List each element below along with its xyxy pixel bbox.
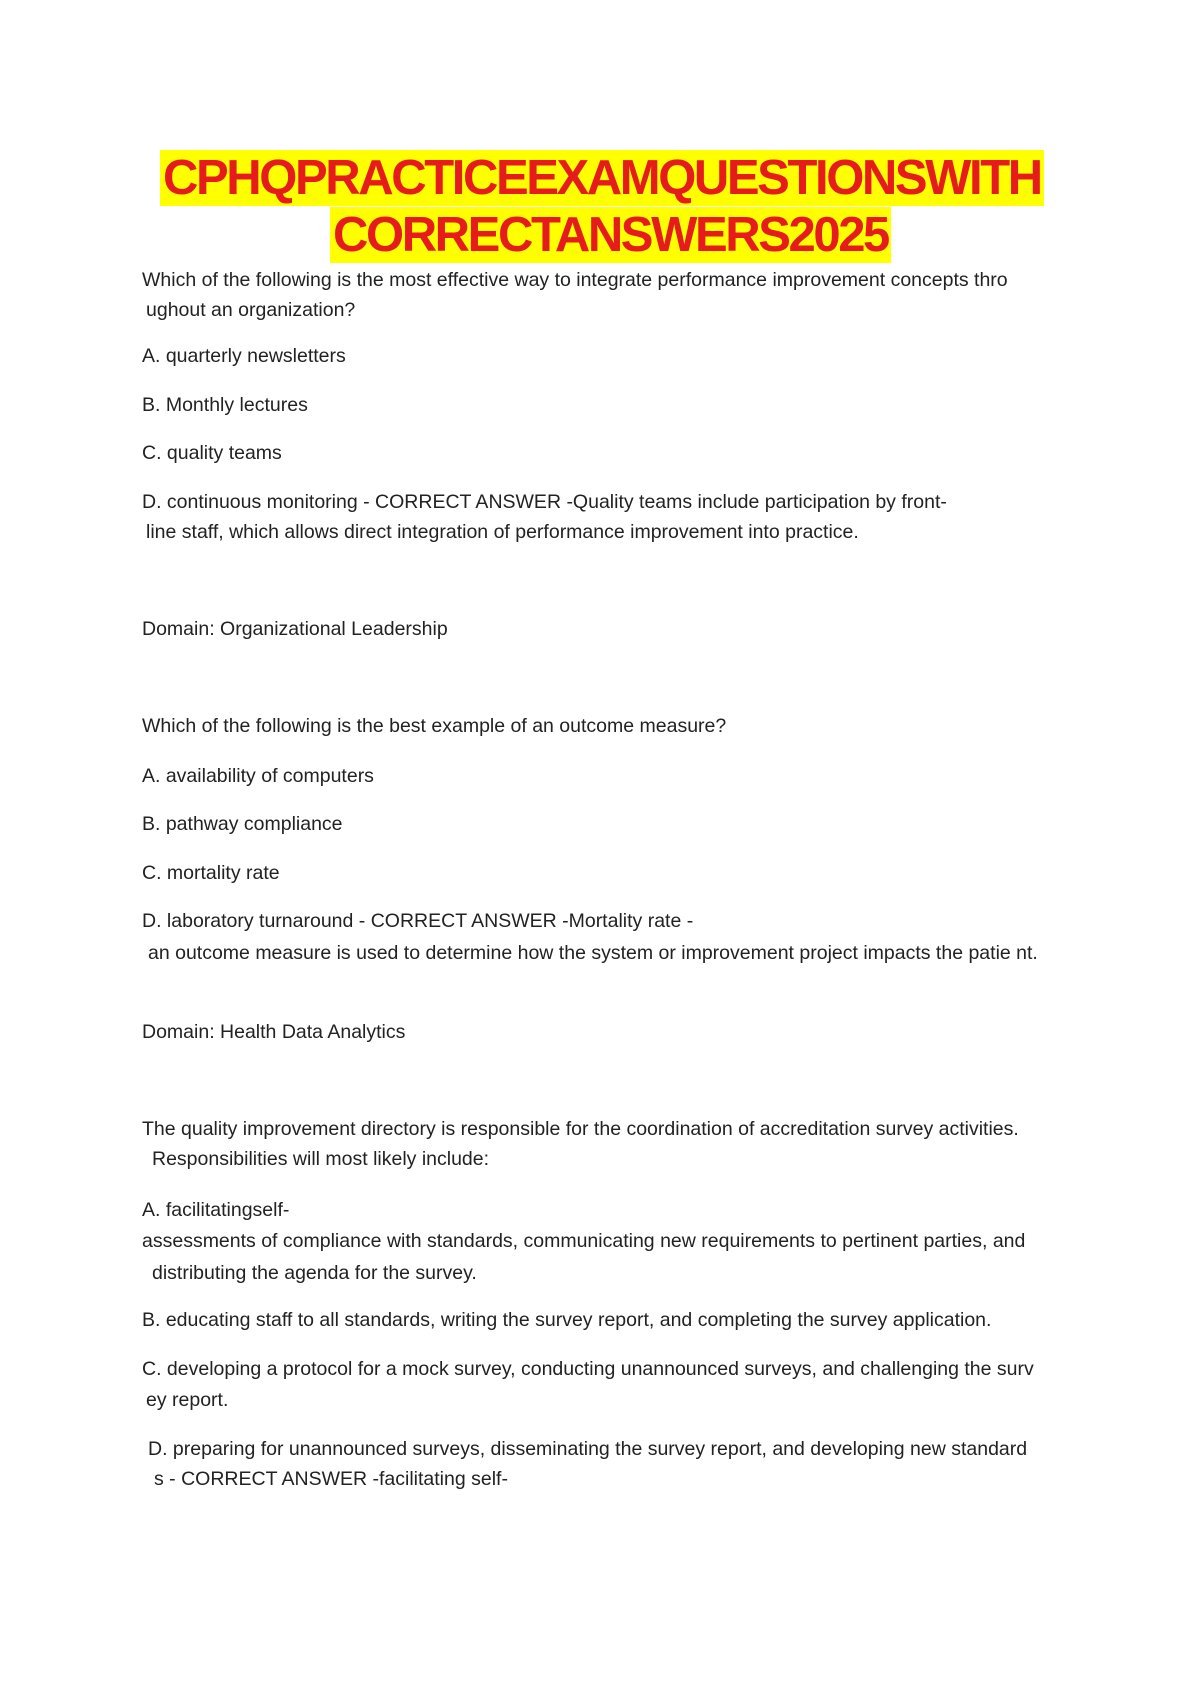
question-3-option-a-continued-2: distributing the agenda for the survey.	[152, 1262, 477, 1284]
question-1-stem: Which of the following is the most effective way to integrate performance improvement concepts thro	[142, 269, 1008, 291]
question-2-option-b: B. pathway compliance	[142, 813, 343, 835]
question-3-option-b: B. educating staff to all standards, writing the survey report, and completing the survey application.	[142, 1309, 992, 1331]
question-1-option-c: C. quality teams	[142, 442, 282, 464]
question-3-option-c: C. developing a protocol for a mock survey, conducting unannounced surveys, and challenging the surv	[142, 1358, 1034, 1380]
question-1-domain: Domain: Organizational Leadership	[142, 618, 448, 640]
question-2-option-c: C. mortality rate	[142, 862, 280, 884]
title-line-1: CPHQPRACTICEEXAMQUESTIONSWITH	[160, 150, 1044, 206]
question-3-option-a-continued: assessments of compliance with standards, communicating new requirements to pertinent parties, and	[142, 1230, 1026, 1252]
question-3-stem: The quality improvement directory is responsible for the coordination of accreditation survey activities.	[142, 1118, 1019, 1140]
question-3-answer: s - CORRECT ANSWER -facilitating self-	[154, 1468, 508, 1490]
question-2-option-a: A. availability of computers	[142, 765, 374, 787]
question-2-domain: Domain: Health Data Analytics	[142, 1021, 406, 1043]
question-1-answer-explanation: line staff, which allows direct integration of performance improvement into practice.	[146, 521, 859, 543]
question-2-option-d: D. laboratory turnaround - CORRECT ANSWER -Mortality rate -	[142, 910, 694, 932]
question-2-stem: Which of the following is the best example of an outcome measure?	[142, 715, 727, 737]
question-3-stem-continued: Responsibilities will most likely include:	[152, 1148, 490, 1170]
question-3-option-c-continued: ey report.	[146, 1389, 229, 1411]
title-line-2: CORRECTANSWERS2025	[330, 207, 891, 263]
question-1-option-a: A. quarterly newsletters	[142, 345, 346, 367]
question-3-option-d: D. preparing for unannounced surveys, disseminating the survey report, and developing new standard	[148, 1438, 1028, 1460]
question-1-option-d: D. continuous monitoring - CORRECT ANSWER -Quality teams include participation by front-	[142, 491, 947, 513]
question-2-answer-explanation: an outcome measure is used to determine how the system or improvement project impacts the patie nt.	[148, 942, 1038, 964]
question-1-stem-continued: ughout an organization?	[146, 299, 356, 321]
question-1-option-b: B. Monthly lectures	[142, 394, 308, 416]
question-3-option-a: A. facilitatingself-	[142, 1199, 290, 1221]
